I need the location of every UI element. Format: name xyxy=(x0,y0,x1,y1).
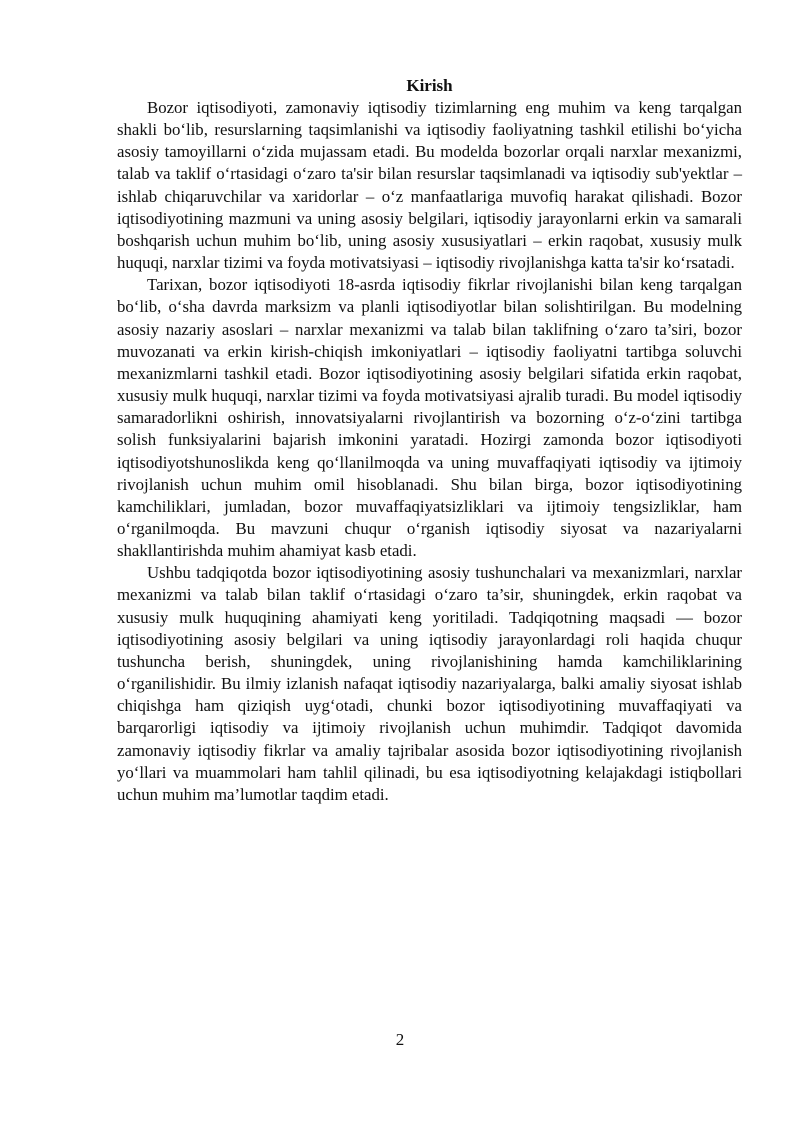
paragraph-research-goal: Ushbu tadqiqotda bozor iqtisodiyotining asosiy tushunchalari va mexanizmlari, narxlar mexanizmi va talab bilan taklif o‘rtasidagi o‘zaro ta’sir, shuningdek, erkin raqobat va xususiy mulk huquqining ahamiyati keng yoritiladi. Tadqiqotning maqsadi — bozor iqtisodiyotining asosiy belgilari va uning iqtisodiy jarayonlardagi roli haqida chuqur tushuncha berish, shuningdek, uning rivojlanishining hamda kamchiliklarining o‘rganilishidir. Bu ilmiy izlanish nafaqat iqtisodiy nazariyalarga, balki amaliy siyosat ishlab chiqishga ham qiziqish uyg‘otadi, chunki bozor iqtisodiyotining muvaffaqiyati va barqarorligi iqtisodiy va ijtimoiy rivojlanish uchun muhimdir. Tadqiqot davomida zamonaviy iqtisodiy fikrlar va amaliy tajribalar asosida bozor iqtisodiyotining rivojlanish yo‘llari va muammolari ham tahlil qilinadi, bu esa iqtisodiyotning kelajakdagi istiqbollari uchun muhim ma’lumotlar taqdim etadi. xyxy=(117,563,742,804)
section-title: Kirish xyxy=(406,76,453,95)
page-number: 2 xyxy=(395,1030,405,1049)
document-page xyxy=(117,75,742,806)
paragraph-history: Tarixan, bozor iqtisodiyoti 18-asrda iqtisodiy fikrlar rivojlanishi bilan keng tarqalgan bo‘lib, o‘sha davrda marksizm va planli iqtisodiyotlar bilan solishtirilgan. Bu modelning asosiy nazariy asoslari – narxlar mexanizmi va talab bilan taklifning o‘zaro ta’siri, bozor muvozanati va erkin kirish-chiqish imkoniyatlari – iqtisodiy faoliyatni tartibga soluvchi mexanizmlarni tashkil etadi. Bozor iqtisodiyotining asosiy belgilari sifatida erkin raqobat, xususiy mulk huquqi, narxlar tizimi va foyda motivatsiyasi ajralib turadi. Bu model iqtisodiy samaradorlikni oshirish, innovatsiyalarni rivojlantirish va bozorning o‘z-o‘zini tartibga solish funksiyalarini bajarish imkonini yaratadi. Hozirgi zamonda bozor iqtisodiyoti iqtisodiyotshunoslikda keng qo‘llanilmoqda va uning muvaffaqiyati iqtisodiy va ijtimoiy rivojlanish uchun muhim omil hisoblanadi. Shu bilan birga, bozor iqtisodiyotining kamchiliklari, jumladan, bozor muvaffaqiyatsizliklari va ijtimoiy tengsizliklar, ham o‘rganilmoqda. Bu mavzuni chuqur o‘rganish iqtisodiy siyosat va nazariyalarni shakllantirishda muhim ahamiyat kasb etadi. xyxy=(117,275,742,561)
paragraph-intro: Bozor iqtisodiyoti, zamonaviy iqtisodiy tizimlarning eng muhim va keng tarqalgan shakli bo‘lib, resurslarning taqsimlanishi va iqtisodiy faoliyatning tashkil etilishi bo‘yicha asosiy tamoyillarni o‘zida mujassam etadi. Bu modelda bozorlar orqali narxlar mexanizmi, talab va taklif o‘rtasidagi o‘zaro ta'sir bilan resurslar taqsimlanadi va iqtisodiy sub'yektlar – ishlab chiqaruvchilar va xaridorlar – o‘z manfaatlariga muvofiq harakat qilishadi. Bozor iqtisodiyotining mazmuni va uning asosiy belgilari, iqtisodiy jarayonlarni erkin va samarali boshqarish uchun muhim bo‘lib, uning asosiy xususiyatlari – erkin raqobat, xususiy mulk huquqi, narxlar tizimi va foyda motivatsiyasi – iqtisodiy rivojlanishga katta ta'sir ko‘rsatadi. xyxy=(117,98,742,273)
